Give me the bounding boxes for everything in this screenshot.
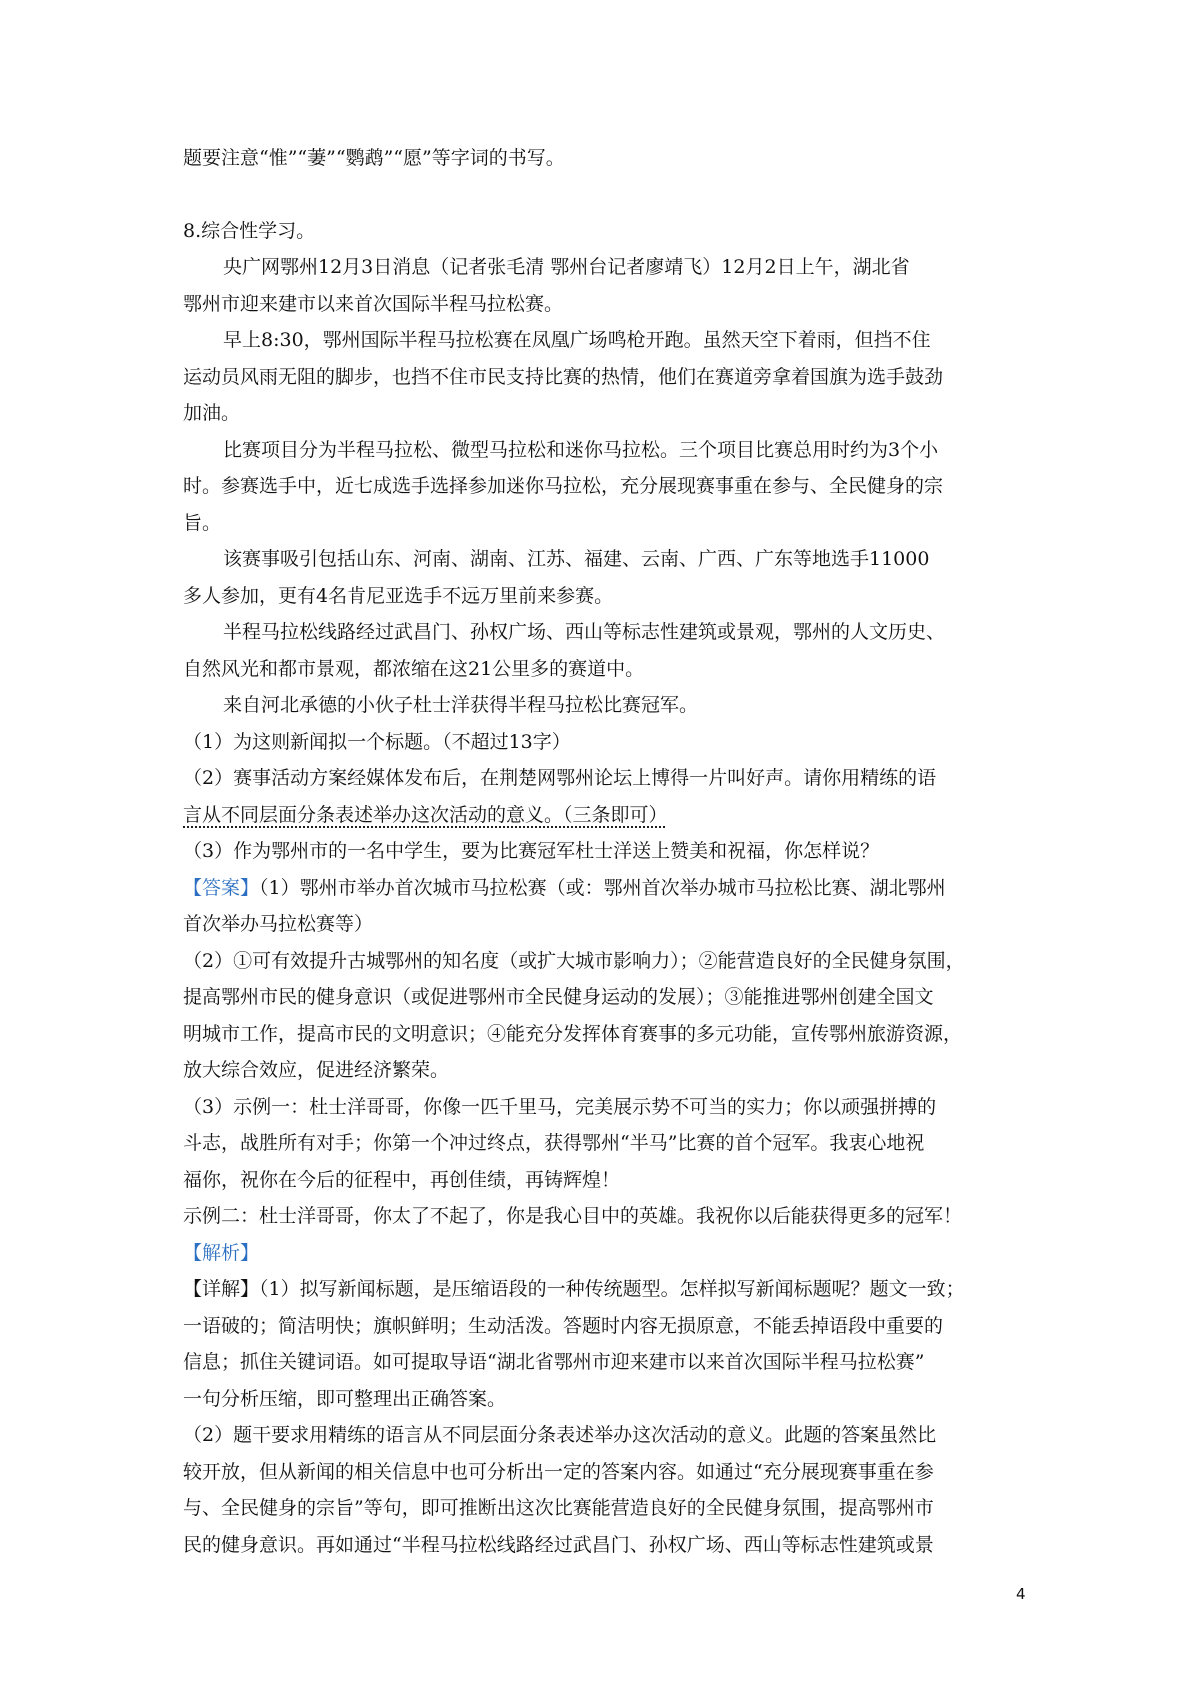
analysis-label: 【解析】 [183, 1241, 260, 1264]
text-line: 央广网鄂州12月3日消息（记者张毛清 鄂州台记者廖靖飞）12月2日上午，湖北省 [223, 256, 910, 278]
text-line: 明城市工作，提高市民的文明意识；④能充分发挥体育赛事的多元功能，宣传鄂州旅游资源， [183, 1022, 963, 1045]
text-line: 信息；抓住关键词语。如可提取导语“湖北省鄂州市迎来建市以来首次国际半程马拉松赛” [183, 1351, 925, 1373]
text-line: 自然风光和都市景观，都浓缩在这21公里多的赛道中。 [183, 657, 645, 680]
text-line: 早上8:30，鄂州国际半程马拉松赛在凤凰广场鸣枪开跑。虽然天空下着雨，但挡不住 [223, 329, 931, 351]
text-line: 与、全民健身的宗旨”等句，即可推断出这次比赛能营造良好的全民健身氛围，提高鄂州市 [183, 1497, 934, 1519]
answer-text: （1）鄂州市举办首次城市马拉松赛（或：鄂州首次举办城市马拉松比赛、湖北鄂州 [259, 876, 946, 899]
document-body [183, 140, 1023, 1563]
text-line: 斗志，战胜所有对手；你第一个冲过终点，获得鄂州“半马”比赛的首个冠军。我衷心地祝 [183, 1132, 925, 1154]
question-heading: 8.综合性学习。 [183, 219, 316, 242]
text-line: 一句分析压缩，即可整理出正确答案。 [183, 1387, 507, 1410]
text-line: （2）题干要求用精练的语言从不同层面分条表述举办这次活动的意义。此题的答案虽然比 [183, 1424, 937, 1446]
text-line: 时。参赛选手中，近七成选手选择参加迷你马拉松，充分展现赛事重在参与、全民健身的宗 [183, 475, 944, 497]
text-line: 示例二：杜士洋哥哥，你太了不起了，你是我心目中的英雄。我祝你以后能获得更多的冠军！ [183, 1205, 963, 1227]
sub-question-2-cont: 言从不同层面分条表述举办这次活动的意义。（三条即可） [183, 803, 668, 826]
text-line: 来自河北承德的小伙子杜士洋获得半程马拉松比赛冠军。 [223, 694, 699, 716]
text-line: 题要注意“惟”“萋”“鹦鹉”“愿”等字词的书写。 [183, 147, 565, 169]
detail-text: （1）拟写新闻标题，是压缩语段的一种传统题型。怎样拟写新闻标题呢？题文一致； [259, 1278, 965, 1300]
sub-question-2: （2）赛事活动方案经媒体发布后，在荆楚网鄂州论坛上博得一片叫好声。请你用精练的语 [183, 767, 937, 789]
text-line: 一语破的；简洁明快；旗帜鲜明；生动活泼。答题时内容无损原意，不能丢掉语段中重要的 [183, 1314, 944, 1337]
text-line: 该赛事吸引包括山东、河南、湖南、江苏、福建、云南、广西、广东等地选手11000 [223, 548, 930, 570]
page-number: 4 [1016, 1585, 1026, 1603]
detail-label: 【详解】 [183, 1278, 260, 1300]
paragraph-gap [183, 177, 1023, 213]
answer-label: 【答案】 [183, 876, 260, 899]
text-line: 旨。 [183, 511, 222, 534]
text-line: 多人参加，更有4名肯尼亚选手不远万里前来参赛。 [183, 584, 614, 607]
text-line: （2）①可有效提升古城鄂州的知名度（或扩大城市影响力）；②能营造良好的全民健身氛围， [183, 949, 965, 972]
text-line: 较开放，但从新闻的相关信息中也可分析出一定的答案内容。如通过“充分展现赛事重在参 [183, 1460, 934, 1483]
text-line: 民的健身意识。再如通过“半程马拉松线路经过武昌门、孙权广场、西山等标志性建筑或景 [183, 1533, 934, 1556]
text-line: 首次举办马拉松赛等） [183, 913, 374, 935]
text-line: 比赛项目分为半程马拉松、微型马拉松和迷你马拉松。三个项目比赛总用时约为3个小 [223, 438, 939, 461]
answer-line [183, 870, 1023, 907]
text-line: 福你，祝你在今后的征程中，再创佳绩，再铸辉煌！ [183, 1168, 621, 1191]
sub-question-3: （3）作为鄂州市的一名中学生，要为比赛冠军杜士洋送上赞美和祝福，你怎样说？ [183, 840, 880, 862]
sub-question-1: （1）为这则新闻拟一个标题。（不超过13字） [183, 730, 571, 753]
text-line: 加油。 [183, 402, 241, 424]
text-line: 提高鄂州市民的健身意识（或促进鄂州市全民健身运动的发展）；③能推进鄂州创建全国文 [183, 986, 934, 1008]
text-line: 鄂州市迎来建市以来首次国际半程马拉松赛。 [183, 292, 564, 315]
detail-line [183, 1271, 1023, 1308]
text-line: 放大综合效应，促进经济繁荣。 [183, 1059, 450, 1081]
text-line: 半程马拉松线路经过武昌门、孙权广场、西山等标志性建筑或景观，鄂州的人文历史、 [223, 621, 946, 643]
text-line: （3）示例一：杜士洋哥哥，你像一匹千里马，完美展示势不可当的实力；你以顽强拼搏的 [183, 1095, 937, 1118]
text-line: 运动员风雨无阻的脚步，也挡不住市民支持比赛的热情，他们在赛道旁拿着国旗为选手鼓劲 [183, 365, 944, 388]
